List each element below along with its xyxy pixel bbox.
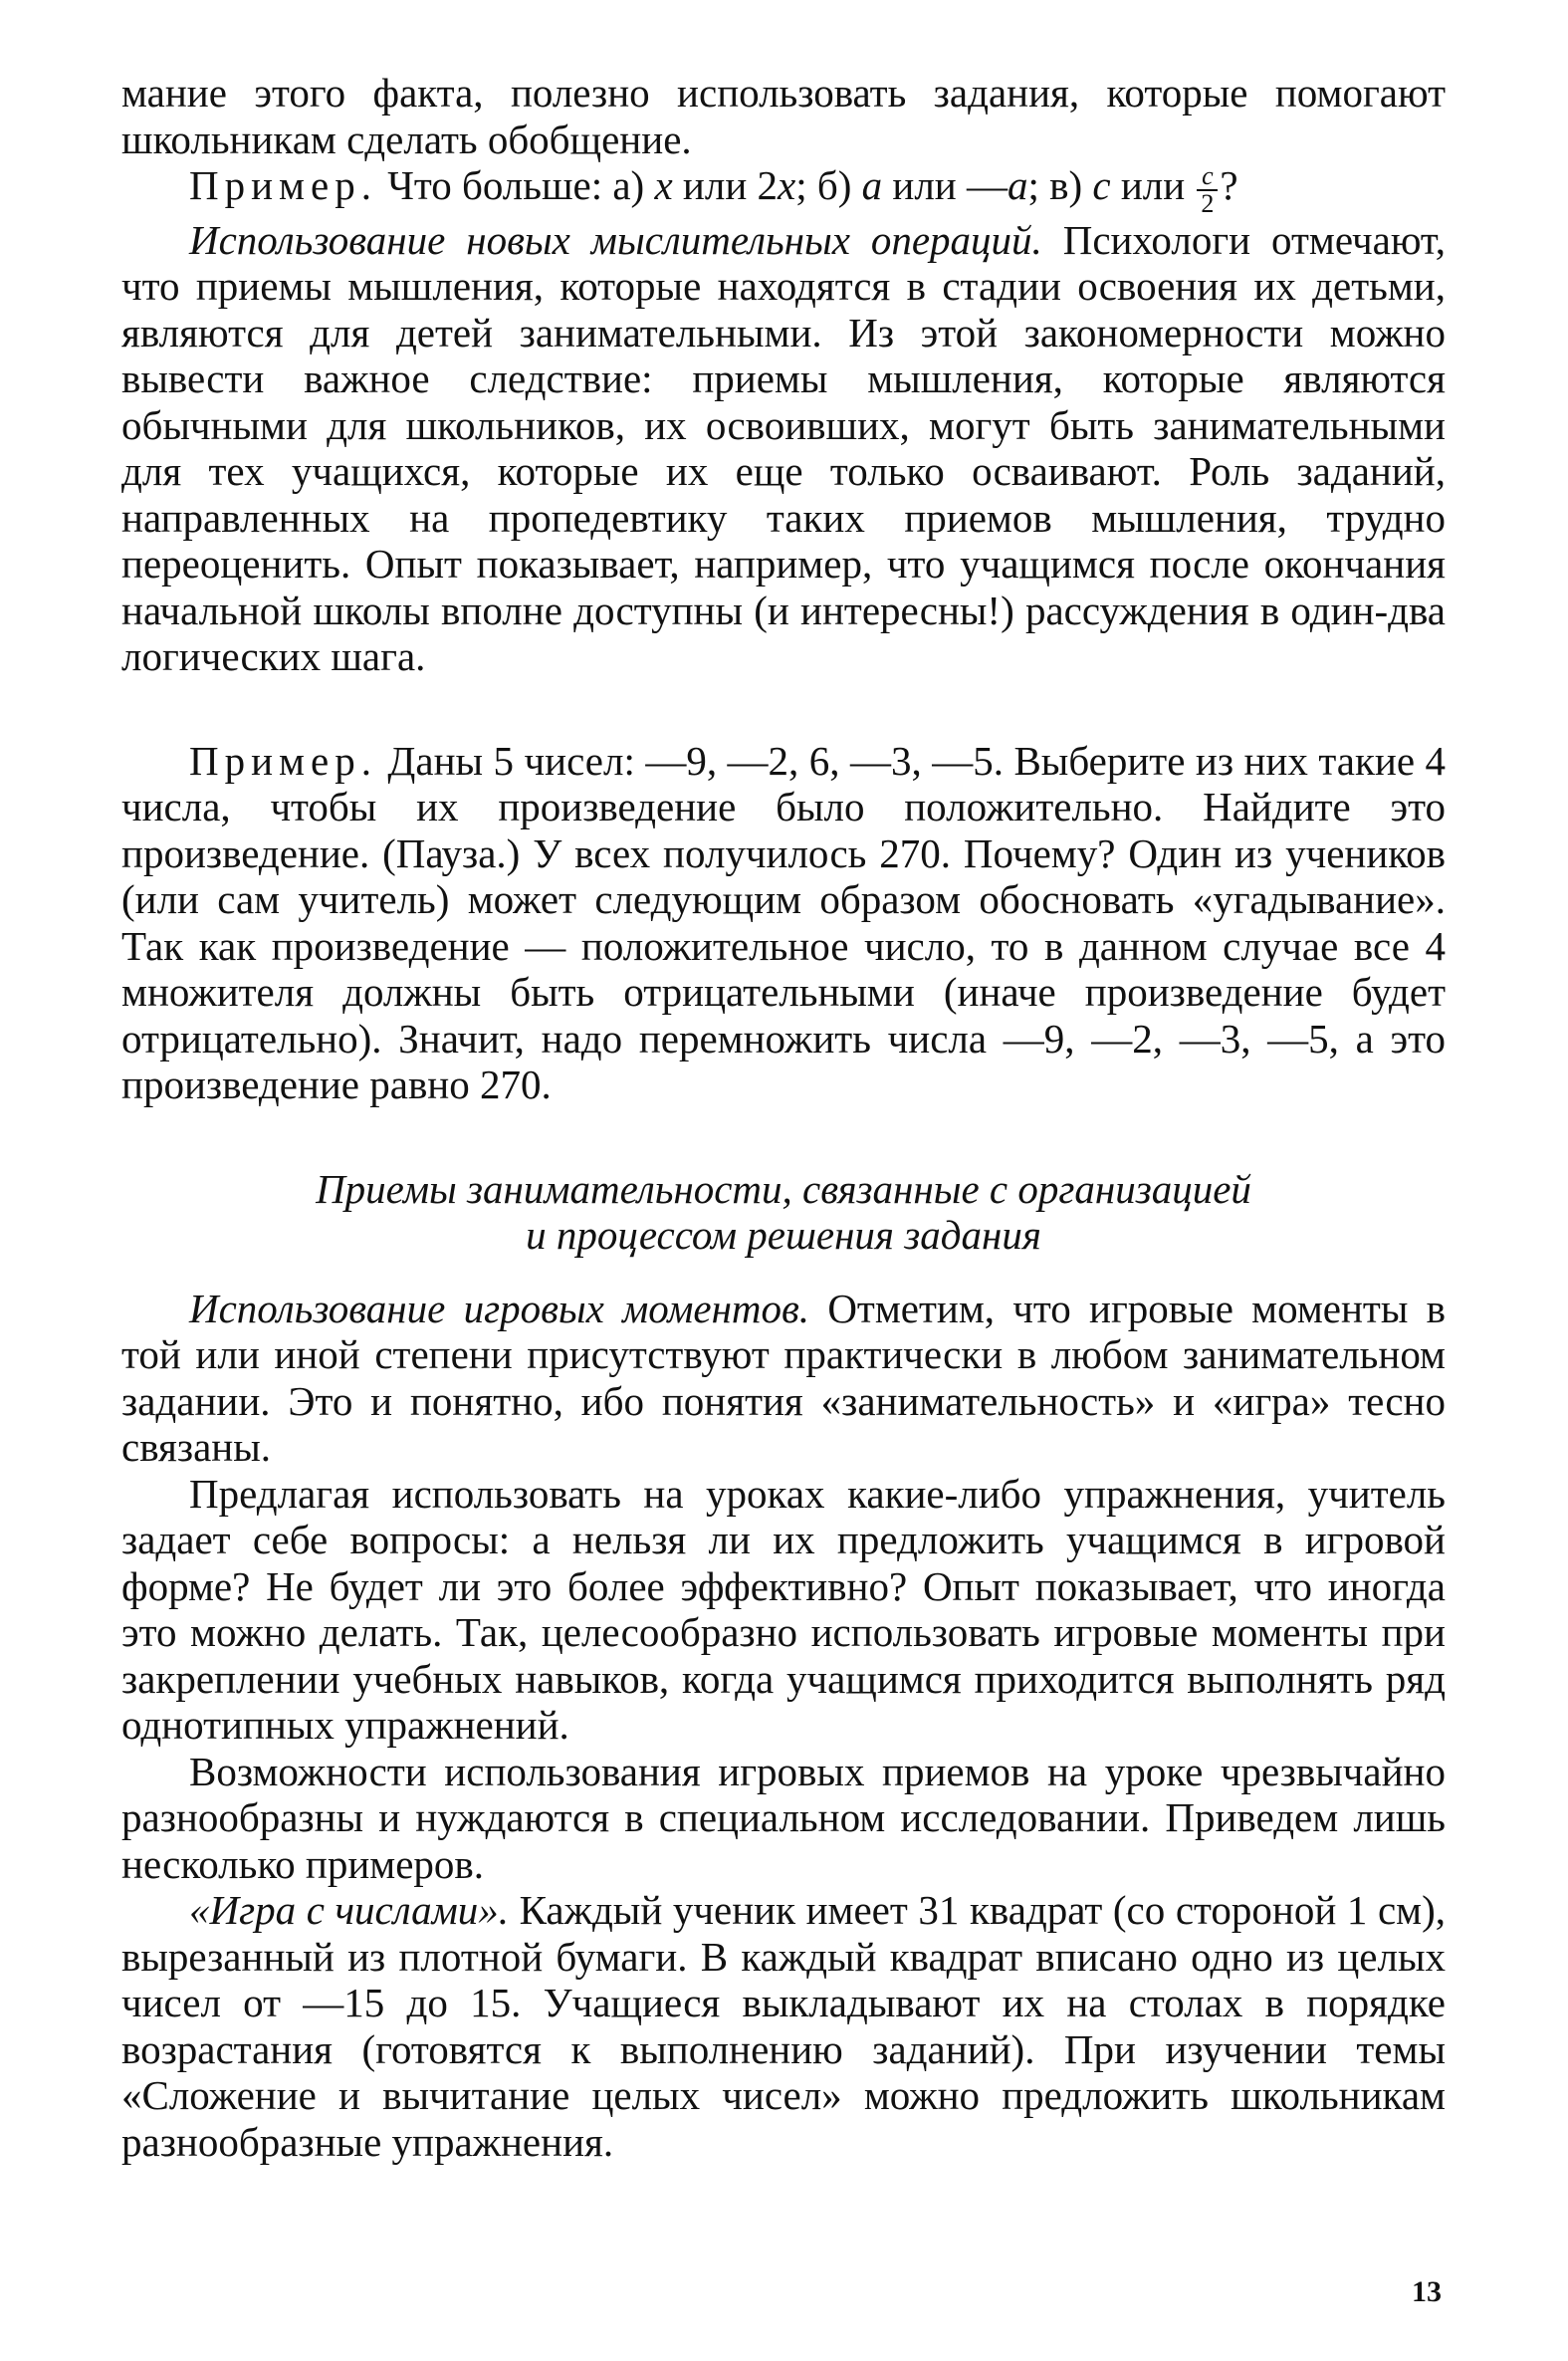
- page-number: 13: [1412, 2275, 1442, 2308]
- example-text: или 2: [672, 162, 779, 208]
- paragraph-continuation: мание этого факта, полезно использовать задания, которые помогают школьникам сделать обобщение.: [121, 70, 1446, 162]
- paragraph-new-operations: [121, 217, 1446, 680]
- variable-x: x: [778, 162, 796, 208]
- example-text: Даны 5 чисел: —9, —2, 6, —3, —5. Выберите из них такие 4 числа, чтобы их произведение было положительно. Найдите это произведение. (Пауза.) У всех получилось 270. Почему? Один из учеников (или сам учитель) может следующим образом обосновать «угадывание». Так как произведение — положительное число, то в данном случае все 4 множителя должны быть отрицательными (иначе произведение будет отрицательно). Значит, надо перемножить числа —9, —2, —3, —5, а это произведение равно 270.: [121, 737, 1446, 1108]
- example-text: ; в): [1027, 162, 1093, 208]
- paragraph-lead-italic: Использование игровых моментов.: [189, 1285, 810, 1331]
- variable-a: a: [1007, 162, 1028, 208]
- example-text: или: [1110, 162, 1196, 208]
- paragraph-game-moments: [121, 1286, 1446, 1471]
- spacer: [121, 680, 1446, 738]
- paragraph-lessons: Предлагая использовать на уроках какие-либо упражнения, учитель задает себе вопросы: а нельзя ли их предложить учащимся в игровой форме? Не будет ли это более эффективно? Опыт показывает, что иногда это можно делать. Так, целесообразно использовать игровые моменты при закреплении учебных навыков, когда учащимся приходится выполнять ряд однотипных упражнений.: [121, 1470, 1446, 1749]
- question-mark: ?: [1220, 162, 1238, 208]
- paragraph-possibilities: Возможности использования игровых приемов на уроке чрезвычайно разнообразны и нуждаются в специальном исследовании. Приведем лишь несколько примеров.: [121, 1748, 1446, 1887]
- fraction-c-over-2: [1197, 160, 1218, 218]
- example-text: Что больше: а): [376, 162, 655, 208]
- paragraph-body: Отметим, что игровые моменты в той или иной степени присутствуют практически в любом занимательном задании. Это и понятно, ибо понятия «занимательность» и «игра» тесно связаны.: [121, 1285, 1446, 1471]
- example-text: ; б): [795, 162, 862, 208]
- paragraph-body: Психологи отмечают, что приемы мышления, которые находятся в стадии освоения их детьми, являются для детей занимательными. Из этой закономерности можно вывести важное следствие: приемы мышления, которые являются обычными для школьников, их освоивших, могут быть занимательными для тех учащихся, которые их еще только осваивают. Роль заданий, направленных на пропедевтику таких приемов мышления, трудно переоценить. Опыт показывает, например, что учащимся после окончания начальной школы вполне доступны (и интересны!) рассуждения в один-два логических шага.: [121, 216, 1447, 680]
- spacer: [121, 1108, 1446, 1166]
- section-heading: [121, 1166, 1446, 1258]
- fraction-denominator: 2: [1201, 188, 1215, 218]
- variable-x: x: [654, 162, 673, 208]
- spacer: [121, 1258, 1446, 1286]
- example-text: или —: [882, 162, 1008, 208]
- paragraph-lead-italic: «Игра с числами».: [189, 1887, 510, 1934]
- variable-c: c: [1092, 162, 1111, 208]
- section-heading-line-1: Приемы занимательности, связанные с организацией: [316, 1165, 1251, 1212]
- variable-a: a: [861, 162, 883, 208]
- example-1: [121, 162, 1446, 217]
- example-label: Пример.: [189, 737, 377, 784]
- example-2: [121, 738, 1446, 1108]
- section-heading-line-2: и процессом решения задания: [526, 1211, 1041, 1258]
- paragraph-lead-italic: Использование новых мыслительных операций.: [189, 216, 1042, 263]
- paragraph-body: Каждый ученик имеет 31 квадрат (со стороной 1 см), вырезанный из плотной бумаги. В каждый квадрат вписано одно из целых чисел от —15 до 15. Учащиеся выкладывают их на столах в порядке возрастания (готовятся к выполнению заданий). При изучении темы «Сложение и вычитание целых чисел» можно предложить школьникам разнообразные упражнения.: [121, 1887, 1446, 2165]
- page-text: [121, 70, 1446, 2165]
- paragraph-number-game: [121, 1887, 1446, 2165]
- fraction-numerator: c: [1197, 163, 1218, 191]
- example-label: Пример.: [189, 162, 377, 208]
